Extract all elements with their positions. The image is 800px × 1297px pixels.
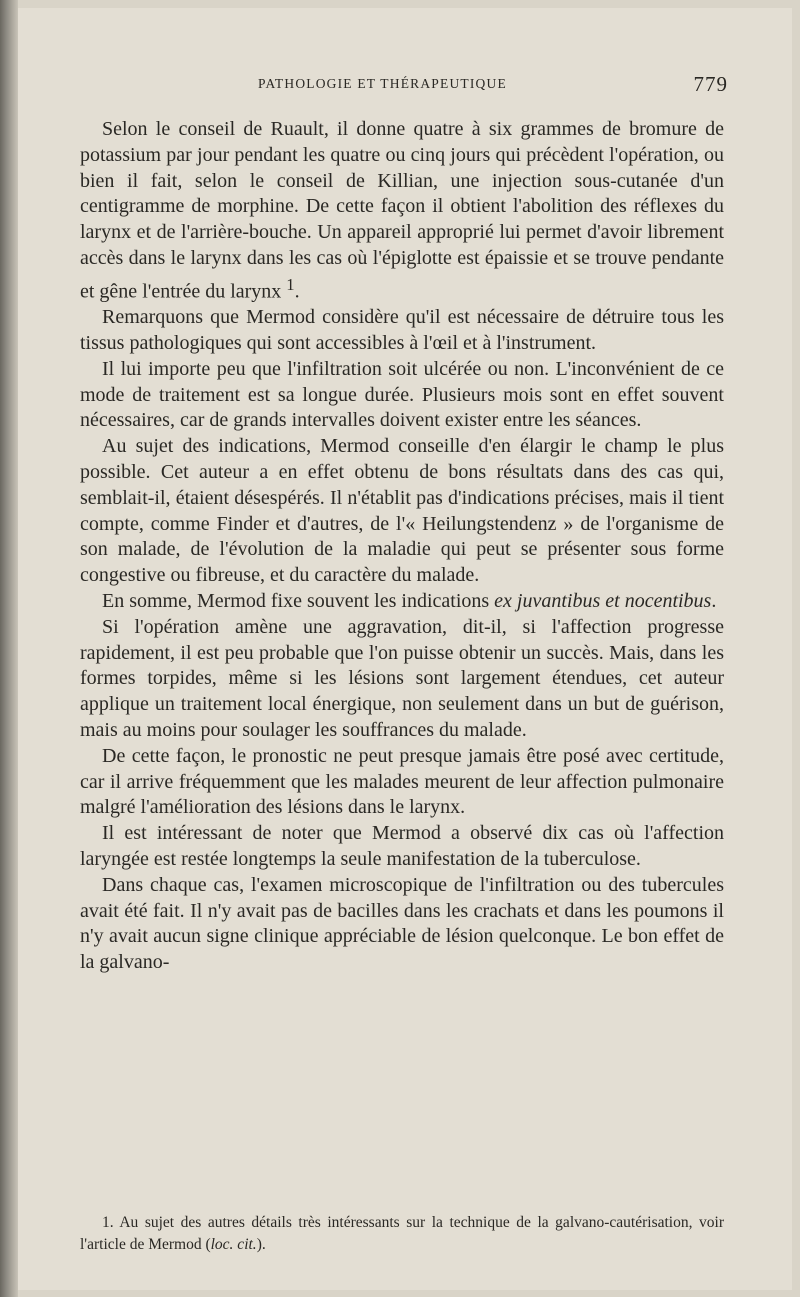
page-number: 779 [693, 72, 728, 96]
footnote-citation: loc. cit. [210, 1236, 257, 1253]
paragraph: En somme, Mermod fixe souvent les indications ex juvantibus et nocentibus. [102, 590, 717, 612]
paragraph: Selon le conseil de Ruault, il donne quatre à six grammes de bromure de potassium par jour pendant les quatre ou cinq jours qui précèdent l'opération, ou bien il fait, selon le conseil de Killian, une injection sous-cutanée d'un centigramme de morphine. De cette façon il obtient l'abolition des réflexes du larynx et de l'arrière-bouche. Un appareil approprié lui permet d'avoir librement accès dans le larynx dans les cas où l'épiglotte est épaissie et se trouve pendante et gêne l'entrée du larynx $^1$. [80, 118, 724, 303]
paragraph: Si l'opération amène une aggravation, dit-il, si l'affection progresse rapidement, il est peu probable que l'on puisse obtenir un succès. Mais, dans les formes torpides, même si les lésions sont largement étendues, cet auteur applique un traitement local énergique, non seulement dans un but de guérison, mais au moins pour soulager les souffrances du malade. [80, 615, 724, 741]
running-head: PATHOLOGIE ET THÉRAPEUTIQUE [258, 76, 507, 91]
page-header [258, 72, 728, 96]
latin-phrase: ex juvantibus et nocentibus [494, 590, 712, 612]
body-text [80, 117, 724, 976]
footnote-text: Au sujet des autres détails très intéressants sur la technique de la galvano-cautérisation, voir l'article de Mermod ( [80, 1214, 724, 1253]
paragraph: Il est intéressant de noter que Mermod a observé dix cas où l'affection laryngée est restée longtemps la seule manifestation de la tuberculose. [80, 822, 724, 870]
paragraph: De cette façon, le pronostic ne peut presque jamais être posé avec certitude, car il arrive fréquemment que les malades meurent de leur affection pulmonaire malgré l'amélioration des lésions dans le larynx. [80, 744, 724, 819]
paragraph: Dans chaque cas, l'examen microscopique de l'infiltration ou des tubercules avait été fait. Il n'y avait pas de bacilles dans les crachats et dans les poumons il n'y avait aucun signe clinique appréciable de lésion quelconque. Le bon effet de la galvano- [80, 873, 724, 974]
paragraph: Remarquons que Mermod considère qu'il est nécessaire de détruire tous les tissus pathologiques qui sont accessibles à l'œil et à l'instrument. [80, 306, 724, 355]
paragraph: Au sujet des indications, Mermod conseille d'en élargir le champ le plus possible. Cet auteur a en effet obtenu de bons résultats dans des cas qui, semblait-il, étaient désespérés. Il n'établit pas d'indications précises, mais il tient compte, comme Finder et d'autres, de l'« Heilungstendenz » de l'organisme de son malade, de l'évolution de la maladie qui peut se présenter sous forme congestive ou fibreuse, et du caractère du malade. [80, 435, 724, 587]
footnote: 1. Au sujet des autres détails très intéressants sur la technique de la galvano-cautérisation, voir l'article de Mermod (loc. cit.). [80, 1214, 724, 1253]
footnote-reference[interactable]: 1 [286, 274, 295, 294]
paragraph: Il lui importe peu que l'infiltration soit ulcérée ou non. L'inconvénient de ce mode de traitement est sa longue durée. Plusieurs mois sont en effet souvent nécessaires, car de grands intervalles doivent exister entre les séances. [80, 357, 724, 432]
book-spine-edge [0, 0, 18, 1297]
footnote-number: 1. [102, 1214, 114, 1231]
